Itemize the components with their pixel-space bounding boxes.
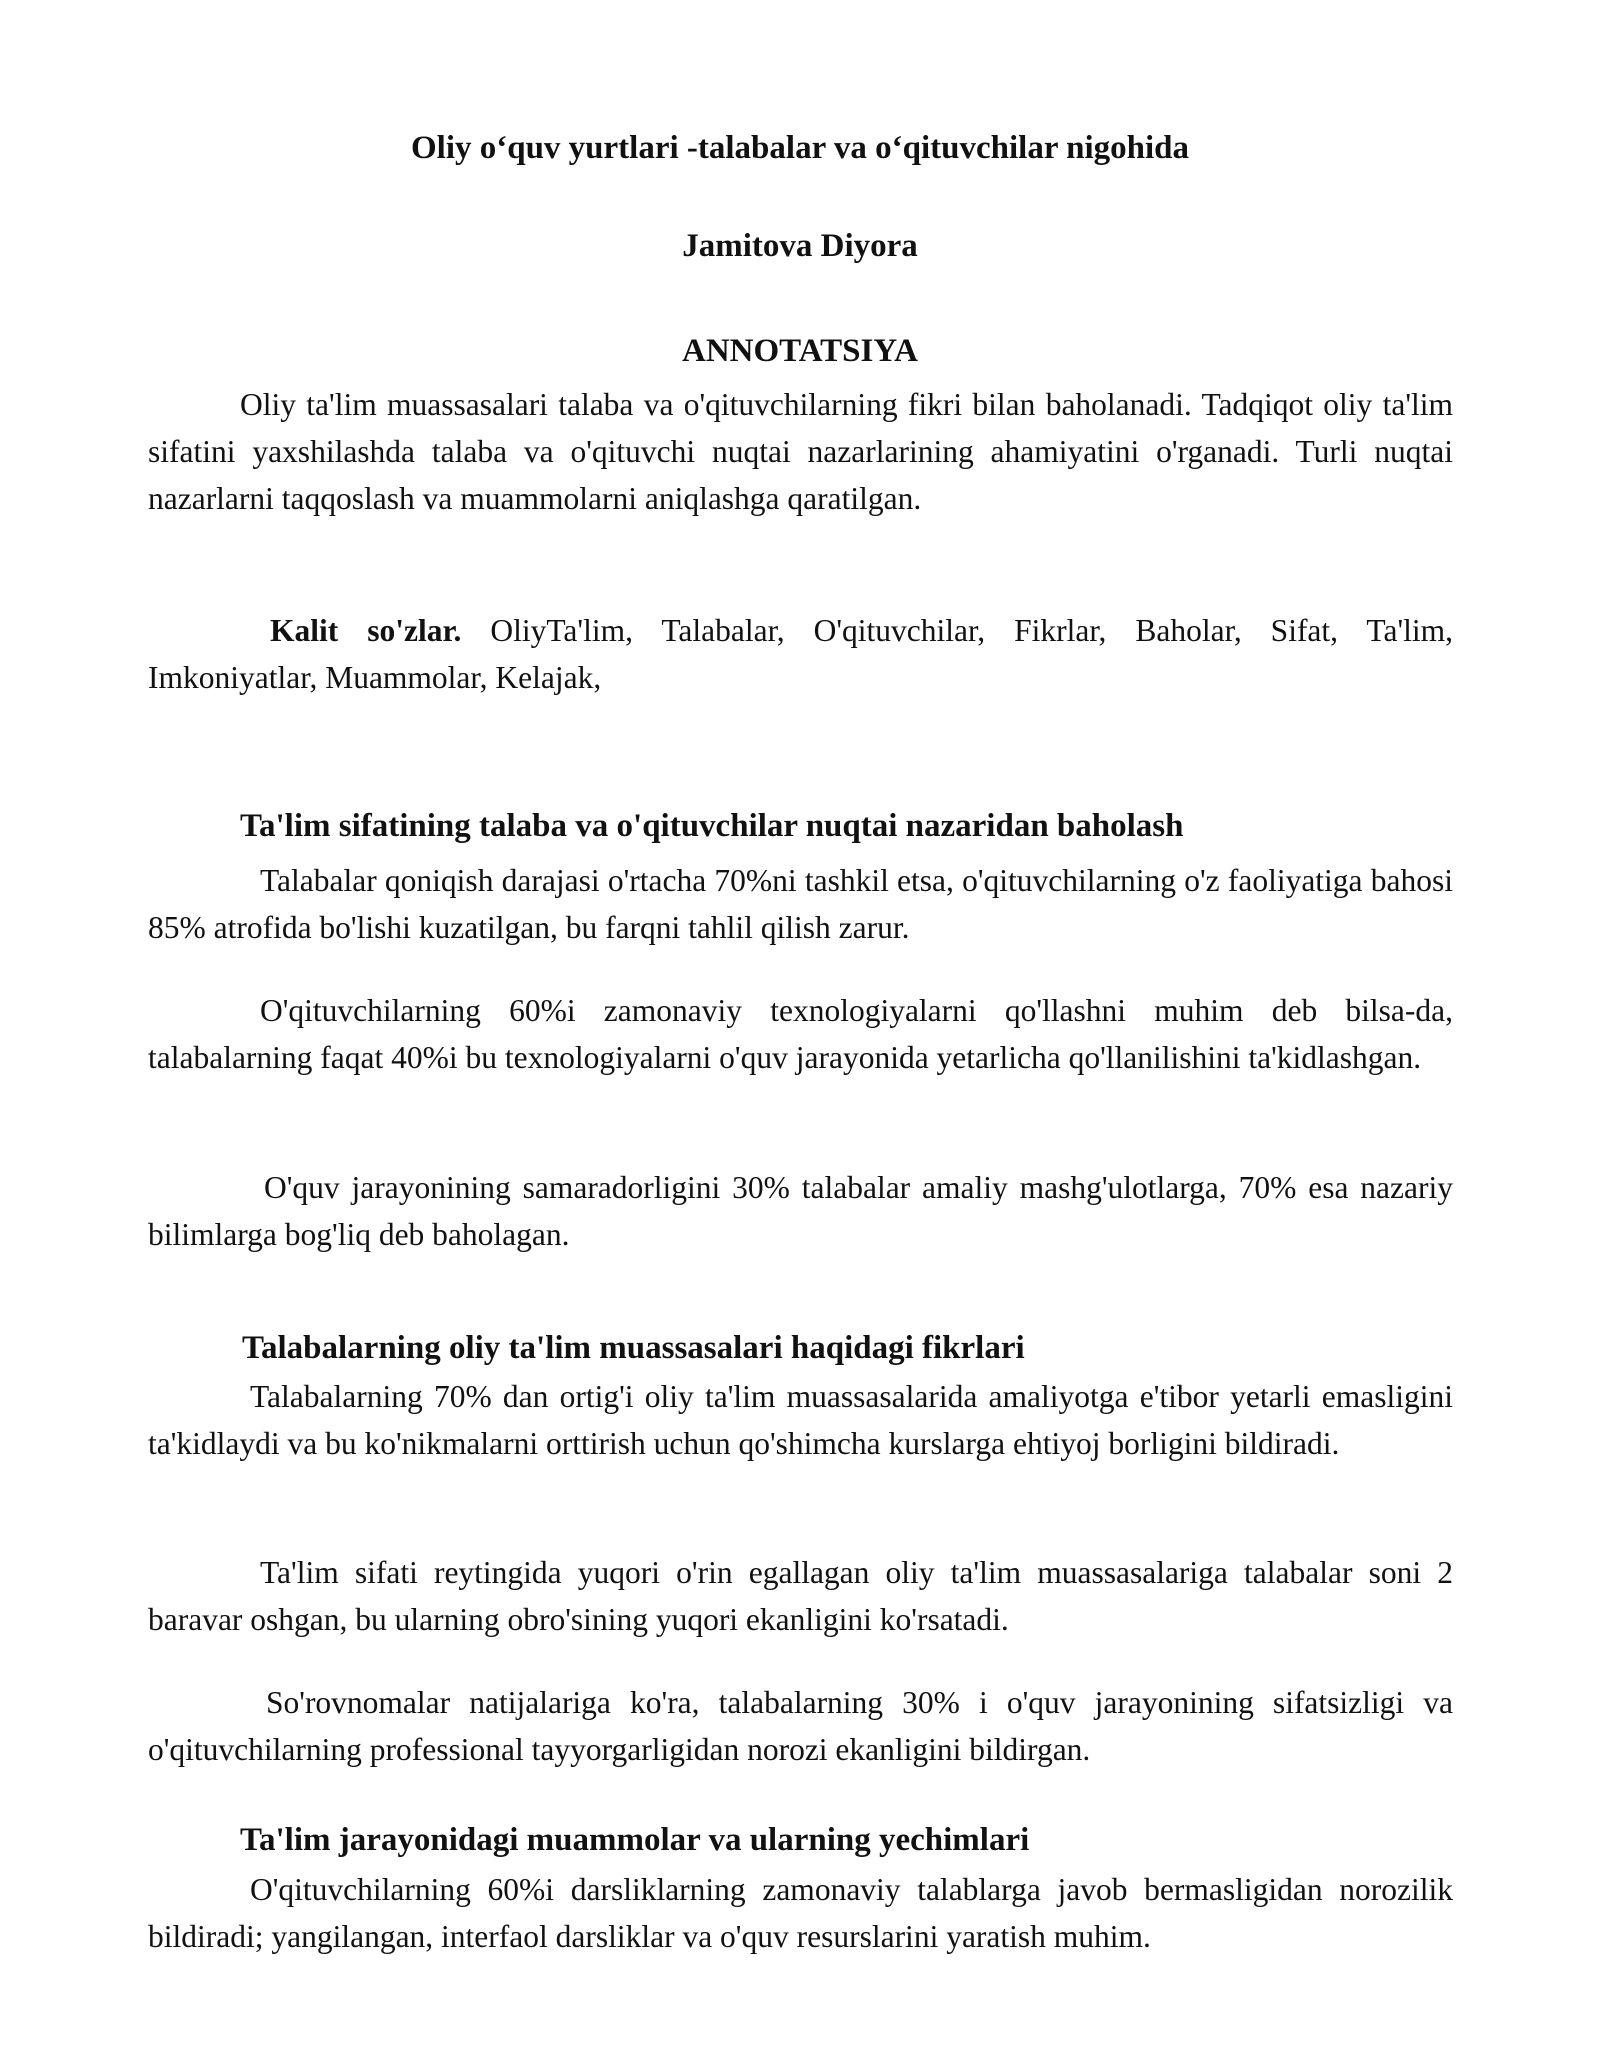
section-paragraph: Talabalar qoniqish darajasi o'rtacha 70%ni tashkil etsa, o'qituvchilarning o'z faoliyatiga bahosi 85% atrofida bo'lishi kuzatilgan, bu farqni tahlil qilish zarur. xyxy=(148,863,1453,945)
section-heading: Ta'lim sifatining talaba va o'qituvchilar nuqtai nazaridan baholash xyxy=(240,808,1184,844)
section-heading: Talabalarning oliy ta'lim muassasalari haqidagi fikrlari xyxy=(242,1330,1025,1366)
annotation-paragraph: Oliy ta'lim muassasalari talaba va o'qituvchilarning fikri bilan baholanadi. Tadqiqot oliy ta'lim sifatini yaxshilashda talaba va o'qituvchi nuqtai nazarlarining ahamiyatini o'rganadi. Turli nuqtai nazarlarni taqqoslash va muammolarni aniqlashga qaratilgan. xyxy=(148,387,1453,516)
section-paragraph: O'qituvchilarning 60%i darsliklarning zamonaviy talablarga javob bermasligidan norozilik bildiradi; yangilangan, interfaol darsliklar va o'quv resurslarini yaratish muhim. xyxy=(148,1872,1453,1954)
section-paragraph: Ta'lim sifati reytingida yuqori o'rin egallagan oliy ta'lim muassasalariga talabalar soni 2 baravar oshgan, bu ularning obro'sining yuqori ekanligini ko'rsatadi. xyxy=(148,1555,1453,1637)
section-paragraph: So'rovnomalar natijalariga ko'ra, talabalarning 30% i o'quv jarayonining sifatsizligi va o'qituvchilarning professional tayyorgarligidan norozi ekanligini bildirgan. xyxy=(148,1685,1453,1767)
keywords-list: OliyTa'lim, Talabalar, O'qituvchilar, Fikrlar, Baholar, Sifat, Ta'lim, Imkoniyatlar, Muammolar, Kelajak, xyxy=(148,613,1454,695)
section-paragraph: O'quv jarayonining samaradorligini 30% talabalar amaliy mashg'ulotlarga, 70% esa nazariy bilimlarga bog'liq deb baholagan. xyxy=(148,1170,1453,1252)
author-name: Jamitova Diyora xyxy=(682,228,918,264)
keywords-paragraph xyxy=(148,607,1453,701)
document-title: Oliy o‘quv yurtlari -talabalar va o‘qituvchilar nigohida xyxy=(410,130,1190,166)
section-paragraph: Talabalarning 70% dan ortig'i oliy ta'lim muassasalarida amaliyotga e'tibor yetarli emasligini ta'kidlaydi va bu ko'nikmalarni orttirish uchun qo'shimcha kurslarga ehtiyoj borligini bildiradi. xyxy=(148,1379,1453,1461)
section-heading: Ta'lim jarayonidagi muammolar va ularning yechimlari xyxy=(240,1822,1030,1858)
keywords-label: Kalit so'zlar. xyxy=(270,613,462,648)
annotation-heading: ANNOTATSIYA xyxy=(682,333,918,369)
section-paragraph: O'qituvchilarning 60%i zamonaviy texnologiyalarni qo'llashni muhim deb bilsa-da, talabalarning faqat 40%i bu texnologiyalarni o'quv jarayonida yetarlicha qo'llanilishini ta'kidlashgan. xyxy=(148,993,1453,1075)
